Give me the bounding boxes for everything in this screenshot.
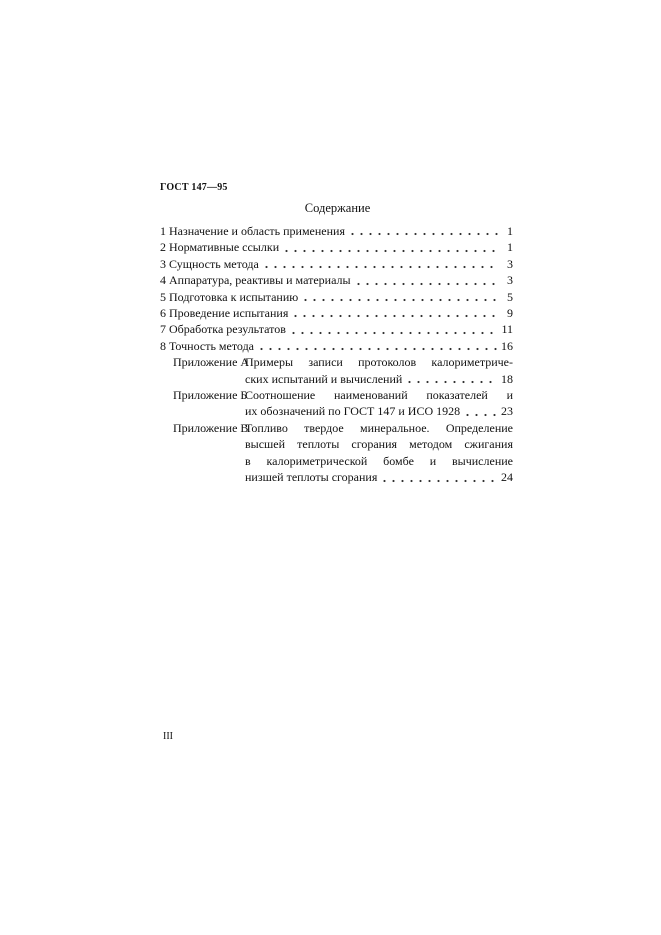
leader-dots [291, 305, 498, 321]
appendix-title-line: Соотношение наименований показателей и [245, 388, 513, 403]
appendix-label: Приложение А [173, 355, 250, 370]
toc-entry[interactable] [160, 223, 513, 239]
leader-dots [301, 289, 498, 305]
leader-dots [289, 321, 498, 337]
toc-entry-page: 16 [501, 338, 513, 353]
appendix-title-line: высшей теплоты сгорания методом сжигания [245, 437, 513, 452]
toc-entry-page: 9 [507, 306, 513, 321]
toc-entry-label: 3 Сущность метода [160, 256, 259, 271]
table-of-contents [160, 223, 513, 486]
appendix-entry[interactable] [160, 420, 513, 486]
leader-dots [262, 256, 498, 272]
leader-dots [463, 403, 498, 419]
toc-entry-page: 1 [507, 224, 513, 238]
toc-entry-label: 1 Назначение и область применения [160, 224, 345, 238]
appendix-entry[interactable] [160, 387, 513, 420]
toc-entry[interactable] [160, 321, 513, 337]
toc-entry-page: 5 [507, 289, 513, 304]
toc-entry-label: 8 Точность метода [160, 338, 255, 353]
toc-entry-label: 6 Проведение испытания [160, 306, 289, 321]
toc-entry-label: 7 Обработка результатов [160, 322, 286, 337]
appendix-page: 18 [501, 371, 513, 386]
toc-entry-label: 5 Подготовка к испытанию [160, 289, 299, 304]
leader-dots [257, 338, 498, 354]
toc-entry-label: 2 Нормативные ссылки [160, 240, 280, 255]
toc-entry[interactable] [160, 338, 513, 354]
leader-dots [405, 371, 498, 387]
appendix-title-line: их обозначений по ГОСТ 147 и ИСО 1928 [245, 404, 461, 419]
toc-entry-label: 4 Аппаратура, реактивы и материалы [160, 273, 351, 288]
toc-entry-page: 1 [507, 240, 513, 255]
toc-entry-page: 11 [501, 322, 513, 337]
appendix-page: 23 [501, 404, 513, 419]
document-header: ГОСТ 147—95 [160, 182, 228, 193]
leader-dots [380, 469, 498, 485]
appendix-label: Приложение Б [173, 388, 248, 403]
toc-entry[interactable] [160, 256, 513, 272]
appendix-entry[interactable] [160, 354, 513, 387]
leader-dots [354, 272, 498, 288]
appendix-label: Приложение В [173, 420, 249, 435]
page-number: III [163, 731, 173, 742]
toc-entry-page: 3 [507, 273, 513, 288]
toc-entry[interactable] [160, 305, 513, 321]
toc-entry[interactable] [160, 272, 513, 288]
appendix-page: 24 [501, 470, 513, 485]
appendix-title-line: в калориметрической бомбе и вычисление [245, 453, 513, 468]
toc-entry[interactable] [160, 239, 513, 255]
leader-dots [282, 239, 498, 255]
contents-title: Содержание [304, 201, 371, 215]
appendix-title-line: ских испытаний и вычислений [245, 371, 403, 386]
appendix-title-line: низшей теплоты сгорания [245, 470, 378, 485]
leader-dots [348, 223, 498, 239]
appendix-title-line: Топливо твердое минеральное. Определение [245, 420, 513, 435]
toc-entry[interactable] [160, 289, 513, 305]
appendix-title-line: Примеры записи протоколов калориметриче- [245, 355, 513, 370]
toc-entry-page: 3 [507, 256, 513, 271]
